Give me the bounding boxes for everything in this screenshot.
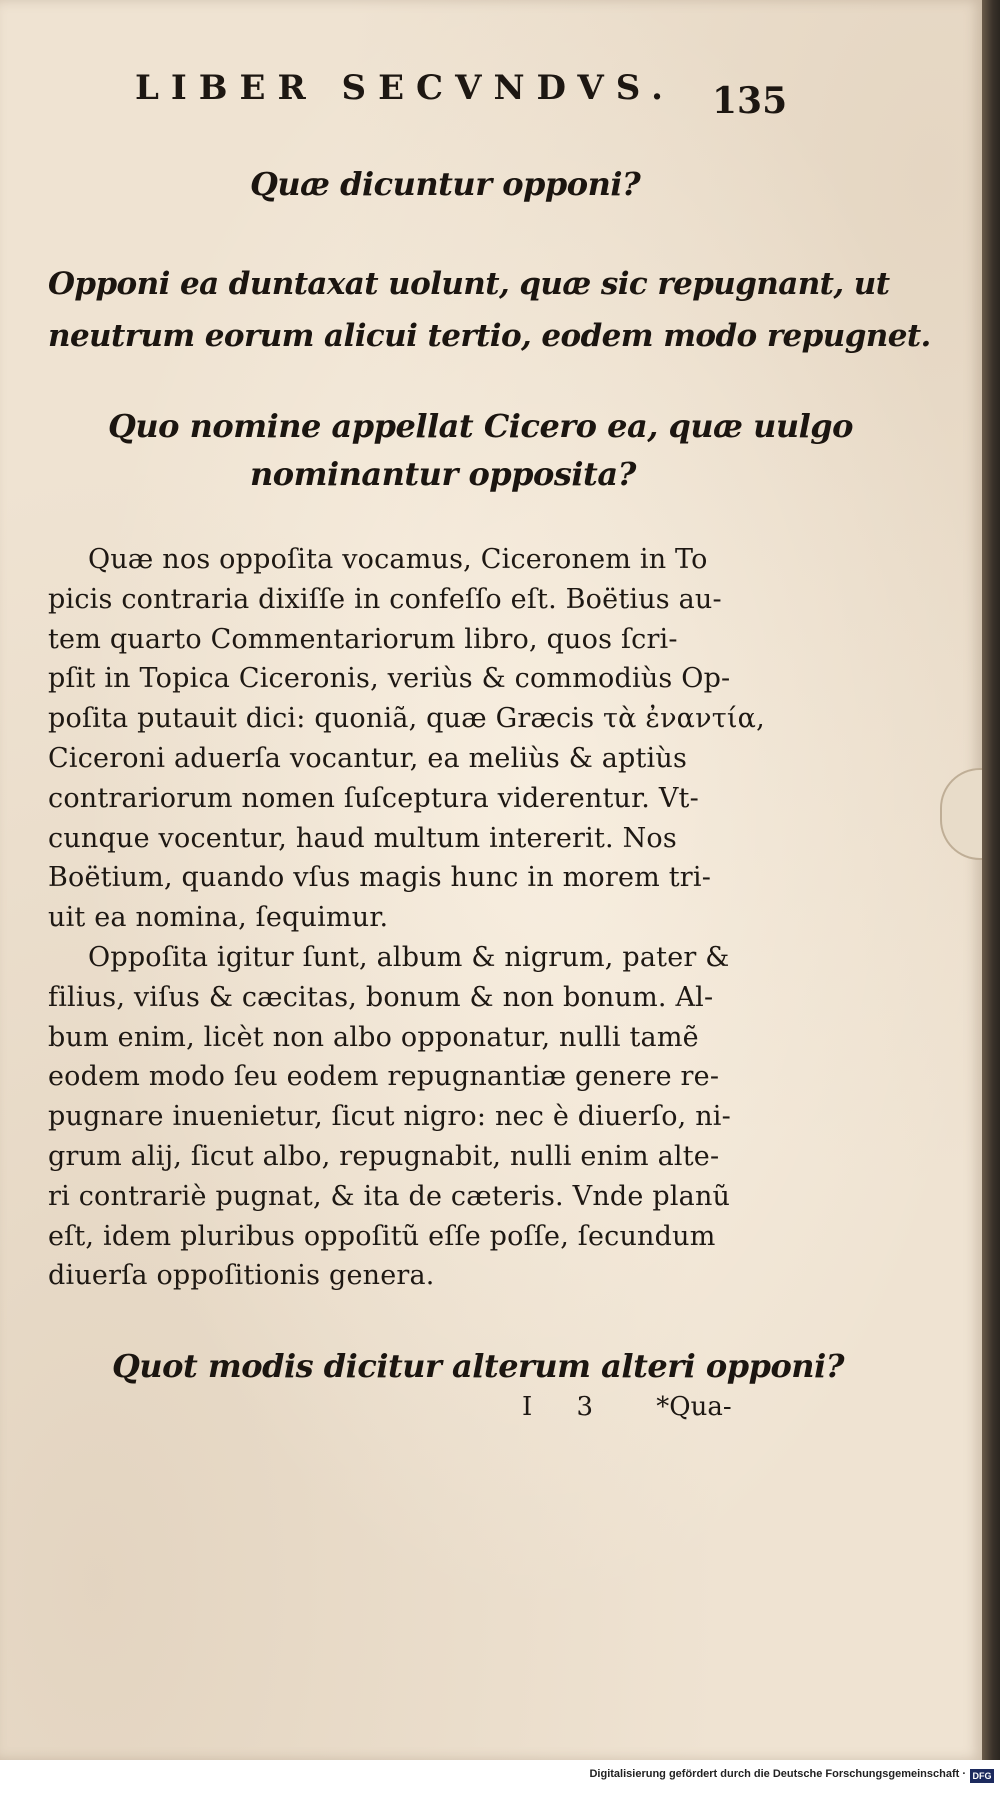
body-line: Quæ nos oppoſita vocamus, Ciceronem in To [88, 544, 708, 575]
body-line: Oppoſita igitur ſunt, album & nigrum, pater & [88, 941, 730, 973]
question-heading-1: Quæ dicuntur opponi? [250, 165, 641, 203]
digitization-footer [0, 1760, 1000, 1793]
book-edge-shadow [982, 0, 1000, 1760]
body-line: filius, viſus & cæcitas, bonum & non bonum. Al- [48, 981, 714, 1013]
body-line: tem quarto Commentariorum libro, quos ſcri- [48, 623, 678, 655]
running-head: LIBER SECVNDVS. [135, 68, 675, 108]
catchword-line [522, 1392, 782, 1422]
body-line: eodem modo ſeu eodem repugnantiæ genere re- [48, 1061, 720, 1093]
answer-text [48, 258, 931, 362]
body-line: pugnare inuenietur, ſicut nigro: nec è diuerſo, ni- [48, 1101, 731, 1133]
page-number: 135 [712, 80, 788, 122]
body-line: ri contrariè pugnat, & ita de cæteris. Vnde planũ [48, 1180, 731, 1212]
question-heading-2 [108, 402, 854, 498]
question-line: nominantur opposita? [250, 455, 636, 493]
body-line: contrariorum nomen ſuſceptura viderentur. Vt- [48, 782, 699, 814]
answer-line: Opponi ea duntaxat uolunt, quæ sic repugnant, ut [48, 266, 890, 302]
body-line: Boëtium, quando vſus magis hunc in morem tri- [48, 862, 712, 894]
body-line: eſt, idem pluribus oppoſitũ eſſe poſſe, ſecundum [48, 1220, 716, 1252]
question-line: Quo nomine appellat Cicero ea, quæ uulgo [108, 407, 854, 445]
body-line: bum enim, licèt non albo opponatur, nulli tamẽ [48, 1021, 699, 1053]
body-line: uit ea nomina, ſequimur. [48, 902, 389, 934]
body-line: diuerſa oppoſitionis genera. [48, 1260, 435, 1292]
answer-line: neutrum eorum alicui tertio, eodem modo repugnet. [48, 318, 931, 354]
catchword: *Qua- [656, 1392, 732, 1422]
body-line: cunque vocentur, haud multum intererit. Nos [48, 822, 677, 854]
footer-credit: Digitalisierung gefördert durch die Deutsche Forschungsgemeinschaft · [589, 1768, 966, 1780]
dfg-logo-icon: DFG [970, 1769, 994, 1783]
body-line: grum alij, ſicut albo, repugnabit, nulli enim alte- [48, 1140, 720, 1172]
question-heading-3: Quot modis dicitur alterum alteri opponi? [112, 1347, 844, 1385]
body-paragraphs [48, 540, 778, 1296]
body-line: Ciceroni aduerſa vocantur, ea meliùs & aptiùs [48, 742, 688, 774]
body-line: picis contraria dixiſſe in confeſſo eſt. Boëtius au- [48, 583, 722, 615]
signature-mark: I 3 [522, 1392, 612, 1422]
body-line: pſit in Topica Ciceronis, veriùs & commodiùs Op- [48, 663, 731, 695]
body-line: poſita putauit dici: quoniã, quæ Græcis τὰ ἐναντία, [48, 703, 765, 735]
